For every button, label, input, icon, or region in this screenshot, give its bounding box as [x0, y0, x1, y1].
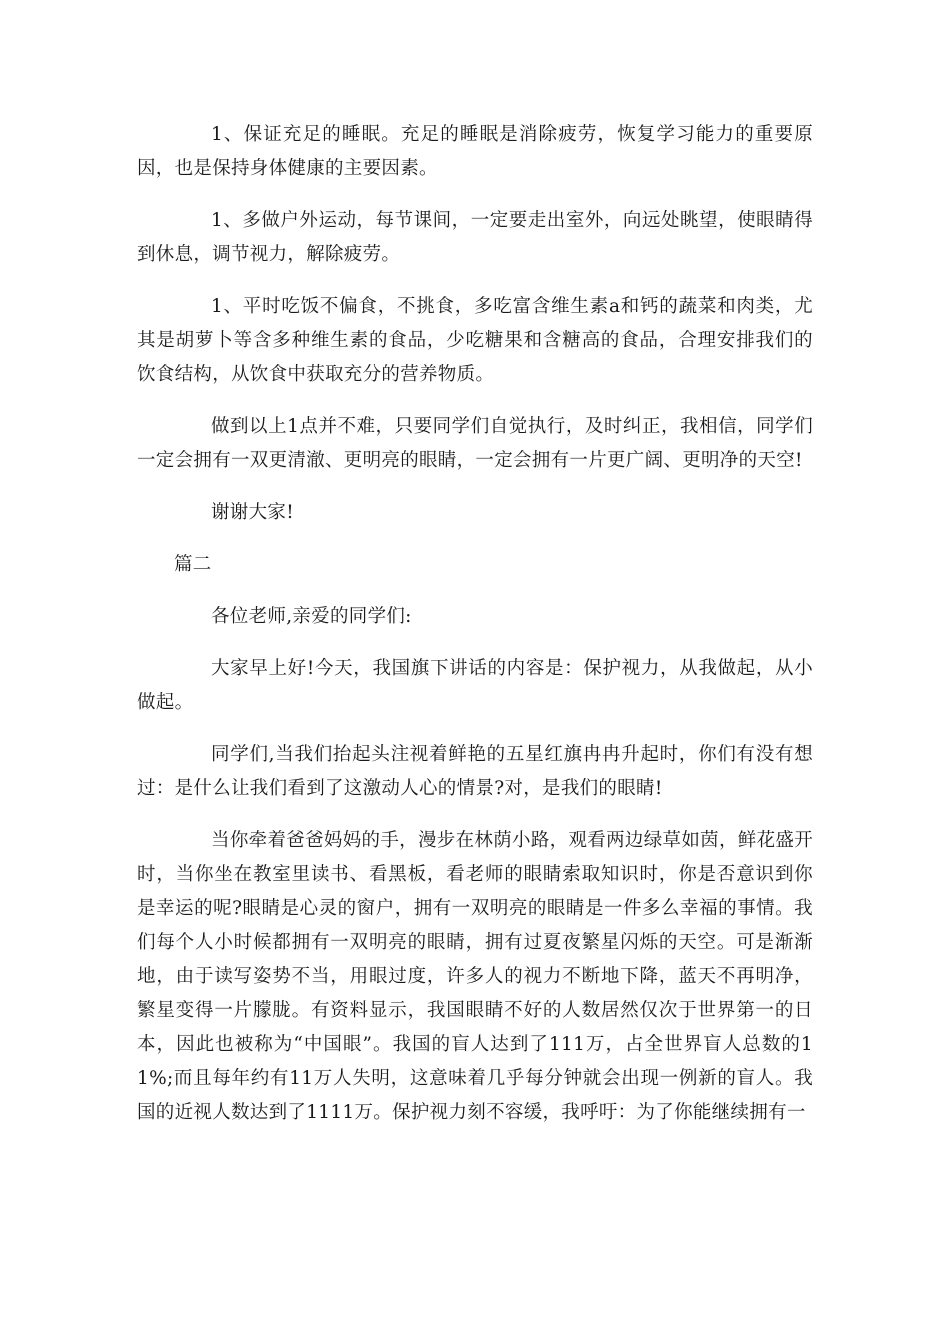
paragraph-greeting: 各位老师,亲爱的同学们: — [211, 606, 412, 627]
section-heading: 篇二 — [174, 554, 212, 575]
paragraph-sleep: 1、保证充足的睡眠。充足的睡眠是消除疲劳，恢复学习能力的重要原因，也是保持身体健康的主要因素。 — [137, 124, 813, 179]
paragraph-thanks: 谢谢大家! — [211, 502, 294, 523]
paragraph-outdoor-exercise: 1、多做户外运动，每节课间，一定要走出室外，向远处眺望，使眼睛得到休息，调节视力，解除疲劳。 — [137, 210, 813, 265]
paragraph-summary: 做到以上1点并不难，只要同学们自觉执行，及时纠正，我相信，同学们一定会拥有一双更清澈、更明亮的眼睛，一定会拥有一片更广阔、更明净的天空! — [137, 416, 813, 471]
paragraph-flag: 同学们,当我们抬起头注视着鲜艳的五星红旗冉冉升起时，你们有没有想过：是什么让我们看到了这激动人心的情景?对，是我们的眼睛! — [137, 744, 813, 799]
document-page — [137, 118, 813, 1130]
paragraph-eyes: 当你牵着爸爸妈妈的手，漫步在林荫小路，观看两边绿草如茵，鲜花盛开时，当你坐在教室里读书、看黑板，看老师的眼睛索取知识时，你是否意识到你是幸运的呢?眼睛是心灵的窗户，拥有一双明亮的眼睛是一件多么幸福的事情。我们每个人小时候都拥有一双明亮的眼睛，拥有过夏夜繁星闪烁的天空。可是渐渐地，由于读写姿势不当，用眼过度，许多人的视力不断地下降，蓝天不再明净，繁星变得一片朦胧。有资料显示，我国眼睛不好的人数居然仅次于世界第一的日本，因此也被称为“中国眼”。我国的盲人达到了111万，占全世界盲人总数的11%;而且每年约有11万人失明，这意味着几乎每分钟就会出现一例新的盲人。我国的近视人数达到了1111万。保护视力刻不容缓，我呼吁：为了你能继续拥有一 — [137, 830, 813, 1123]
paragraph-topic: 大家早上好!今天，我国旗下讲话的内容是：保护视力，从我做起，从小做起。 — [137, 658, 813, 713]
paragraph-diet: 1、平时吃饭不偏食，不挑食，多吃富含维生素a和钙的蔬菜和肉类，尤其是胡萝卜等含多种维生素的食品，少吃糖果和含糖高的食品，合理安排我们的饮食结构，从饮食中获取充分的营养物质。 — [137, 296, 813, 385]
